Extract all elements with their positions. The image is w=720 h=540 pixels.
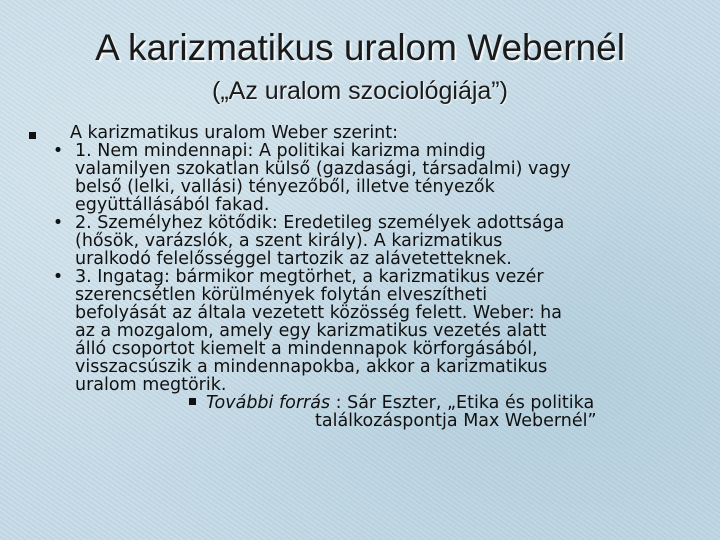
sub-bullet-3 [43, 268, 692, 394]
sub-bullet-line: (hősök, varázslók, a szent király). A karizmatikus [75, 231, 503, 251]
dot-bullet-icon: • [52, 267, 64, 287]
sub-bullet-line: uralom megtörik. [75, 375, 227, 395]
sub-bullet-1 [43, 142, 692, 214]
dot-bullet-icon: • [52, 213, 64, 233]
sub-bullet-2 [43, 214, 692, 268]
sub-bullet-line: valamilyen szokatlan külső (gazdasági, társadalmi) vagy [75, 159, 571, 179]
sub-bullet-line: visszacsúszik a mindennapokba, akkor a karizmatikus [75, 357, 548, 377]
square-bullet-icon [29, 132, 36, 139]
sub-bullet-line: befolyását az általa vezetett közösség felett. Weber: ha [75, 303, 563, 323]
slide-title: A karizmatikus uralom Webernél [95, 27, 625, 68]
sub-bullet-line: együttállásából fakad. [75, 195, 270, 215]
dot-bullet-icon: • [52, 141, 64, 161]
source-text: : Sár Eszter, „Etika és politika [330, 393, 595, 413]
sub-bullet-line: uralkodó felelősséggel tartozik az alávetetteknek. [75, 249, 512, 269]
sub-bullet-line: 2. Személyhez kötődik: Eredetileg személyek adottsága [75, 213, 565, 233]
slide-body [28, 124, 692, 430]
source-line-1 [28, 394, 692, 412]
sub-bullet-line: az a mozgalom, amely egy karizmatikus vezetés alatt [75, 321, 547, 341]
sub-bullet-line: szerencsétlen körülmények folytán elveszítheti [75, 285, 488, 305]
source-reference [28, 394, 692, 430]
source-line-2: találkozáspontja Max Webernél” [315, 411, 597, 431]
sub-bullet-line: 1. Nem mindennapi: A politikai karizma mindig [75, 141, 486, 161]
sub-bullet-line: 3. Ingatag: bármikor megtörhet, a karizmatikus vezér [75, 267, 544, 287]
main-bullet-text: A karizmatikus uralom Weber szerint: [70, 123, 399, 143]
sub-bullet-line: belső (lelki, vallási) tényezőből, illetve tényezők [75, 177, 495, 197]
square-bullet-icon [189, 398, 196, 405]
main-bullet [28, 124, 692, 142]
slide-subtitle: („Az uralom szociológiája”) [212, 77, 508, 105]
sub-bullet-line: álló csoportot kiemelt a mindennapok körforgásából, [75, 339, 538, 359]
source-label: További forrás [206, 393, 331, 413]
